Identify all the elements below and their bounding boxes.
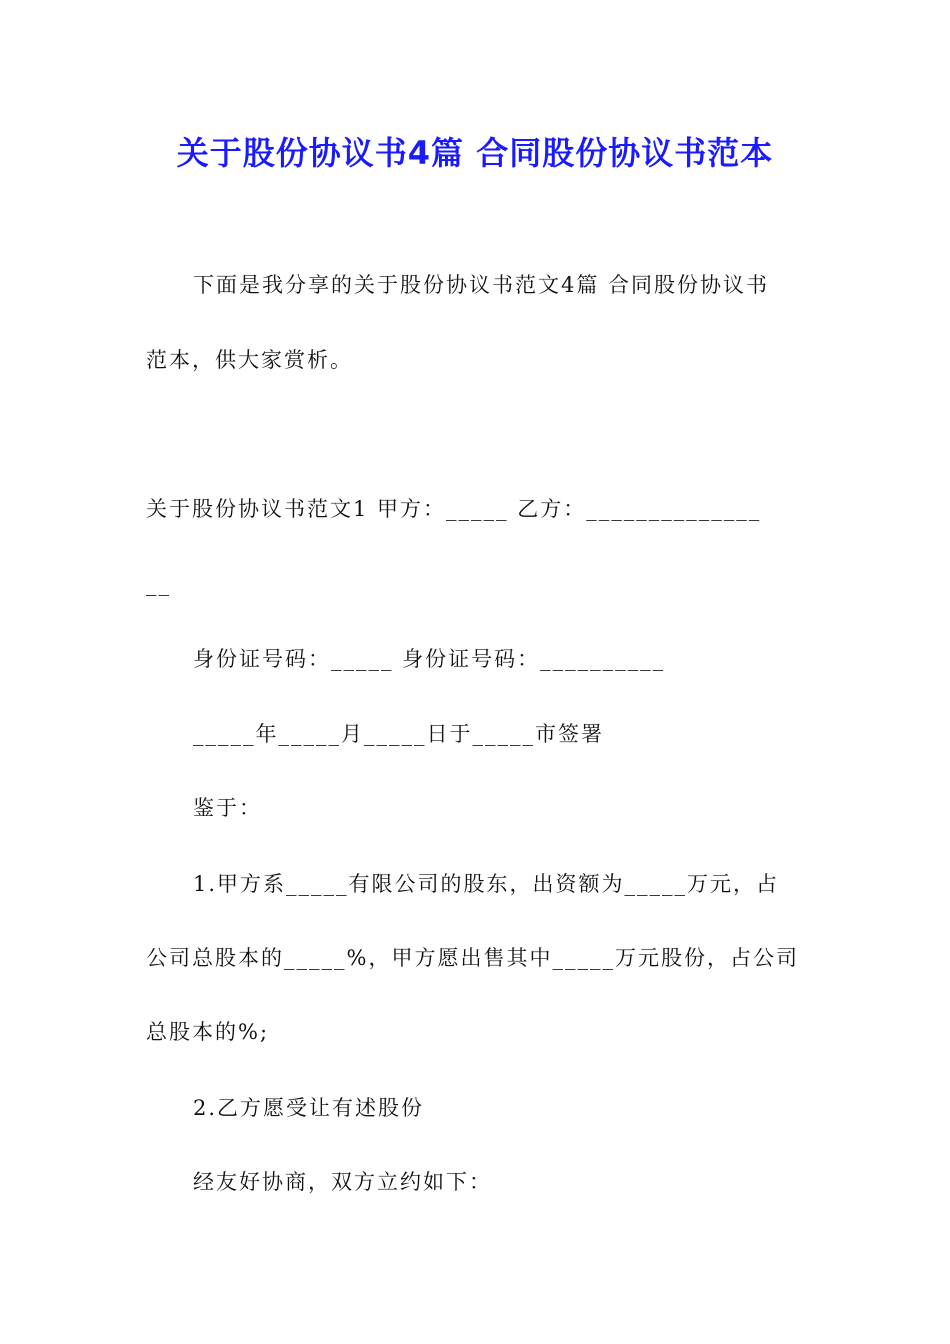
section-heading-parties: 关于股份协议书范文1 甲方：_____ 乙方：______________: [146, 497, 762, 521]
intro-line-1: 下面是我分享的关于股份协议书范文4篇 合同股份协议书: [193, 273, 770, 297]
signing-date-line: _____年_____月_____日于_____市签署: [193, 722, 604, 746]
id-number-line: 身份证号码：_____ 身份证号码：__________: [193, 647, 666, 671]
whereas-heading: 鉴于：: [193, 796, 262, 820]
clause-1-line-2: 公司总股本的_____%，甲方愿出售其中_____万元股份，占公司: [146, 946, 799, 970]
clause-2-line: 2.乙方愿受让有述股份: [193, 1096, 425, 1120]
intro-line-2: 范本，供大家赏析。: [146, 348, 353, 372]
clause-1-line-3: 总股本的%;: [146, 1020, 270, 1044]
clause-1-line-1: 1.甲方系_____有限公司的股东，出资额为_____万元，占: [193, 872, 780, 896]
party-b-line-continuation: __: [146, 572, 171, 596]
agreement-intro-line: 经友好协商，双方立约如下：: [193, 1170, 492, 1194]
page-title: 关于股份协议书4篇 合同股份协议书范本: [176, 134, 774, 172]
